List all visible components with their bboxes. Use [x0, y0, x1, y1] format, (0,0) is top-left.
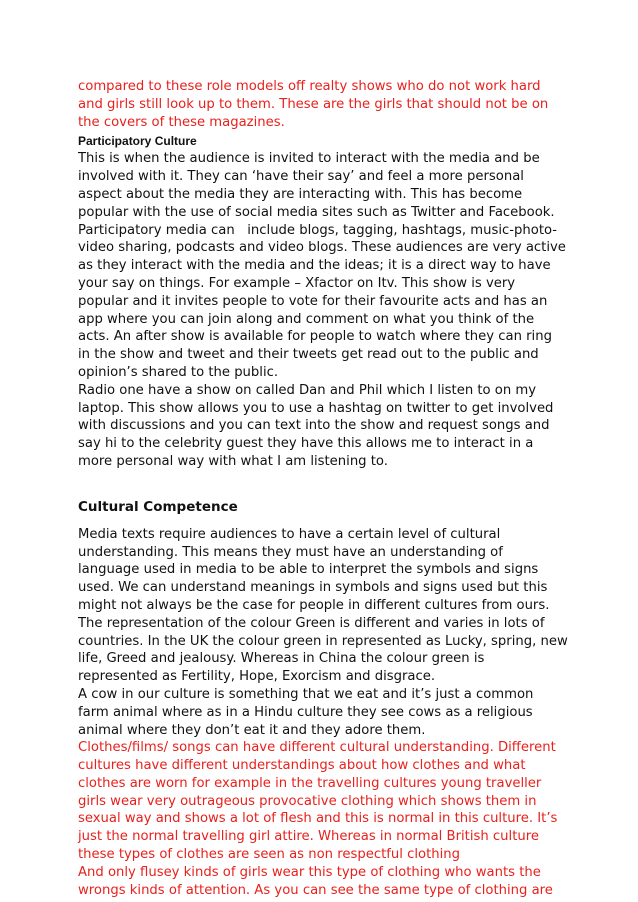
- cultural-paragraph-2: The representation of the colour Green is different and varies in lots of countries. In the UK the colour green in represented as Lucky, spring, new life, Greed and jealousy. Whereas in China the colour green is represented as Fertility, Hope, Exorcism and disgrace.: [78, 615, 568, 685]
- cultural-competence-heading: Cultural Competence: [78, 498, 238, 515]
- participatory-paragraph-1: This is when the audience is invited to interact with the media and be involved with it. They can ‘have their say’ and feel a more personal aspect about the media they are interacting with. This has become popular with the use of social media sites such as Twitter and Facebook. Participatory media can include blogs, tagging, hashtags, music-photo-video sharing, podcasts and video blogs. These audiences are very active as they interact with the media and the ideas; it is a direct way to have your say on things. For example – Xfactor on Itv. This show is very popular and it invites people to vote for their favourite acts and has an app where you can join along and comment on what you think of the acts. An after show is available for people to watch where they can ring in the show and tweet and their tweets get read out to the public and opinion’s shared to the public.: [78, 151, 566, 380]
- document-page: [78, 78, 568, 899]
- cultural-paragraph-1: Media texts require audiences to have a certain level of cultural understanding. This means they must have an understanding of language used in media to be able to interpret the symbols and signs used. We can understand meanings in symbols and signs used but this might not always be the case for people in different cultures from ours.: [78, 526, 550, 613]
- intro-paragraph: compared to these role models off realty shows who do not work hard and girls still look up to them. These are the girls that should not be on the covers of these magazines.: [78, 79, 549, 130]
- cultural-paragraph-3: A cow in our culture is something that we eat and it’s just a common farm animal where as in a Hindu culture they see cows as a religious animal where they don’t eat it and they adore them.: [78, 686, 534, 738]
- cultural-paragraph-4: Clothes/films/ songs can have different cultural understanding. Different cultures have different understandings about how clothes and what clothes are worn for example in the travelling cultures young traveller girls wear very outrageous provocative clothing which shows them in sexual way and shows a lot of flesh and this is normal in this culture. It’s just the normal travelling girl attire. Whereas in normal British culture these types of clothes are seen as non respectful clothing: [78, 740, 558, 863]
- cultural-paragraph-5: And only flusey kinds of girls wear this type of clothing who wants the wrongs kinds of attention. As you can see the same type of clothing are: [78, 864, 553, 898]
- participatory-culture-heading: Participatory Culture: [78, 134, 197, 149]
- participatory-paragraph-2: Radio one have a show on called Dan and Phil which I listen to on my laptop. This show allows you to use a hashtag on twitter to get involved with discussions and you can text into the show and request songs and say hi to the celebrity guest they have this allows me to interact in a more personal way with what I am listening to.: [78, 382, 554, 469]
